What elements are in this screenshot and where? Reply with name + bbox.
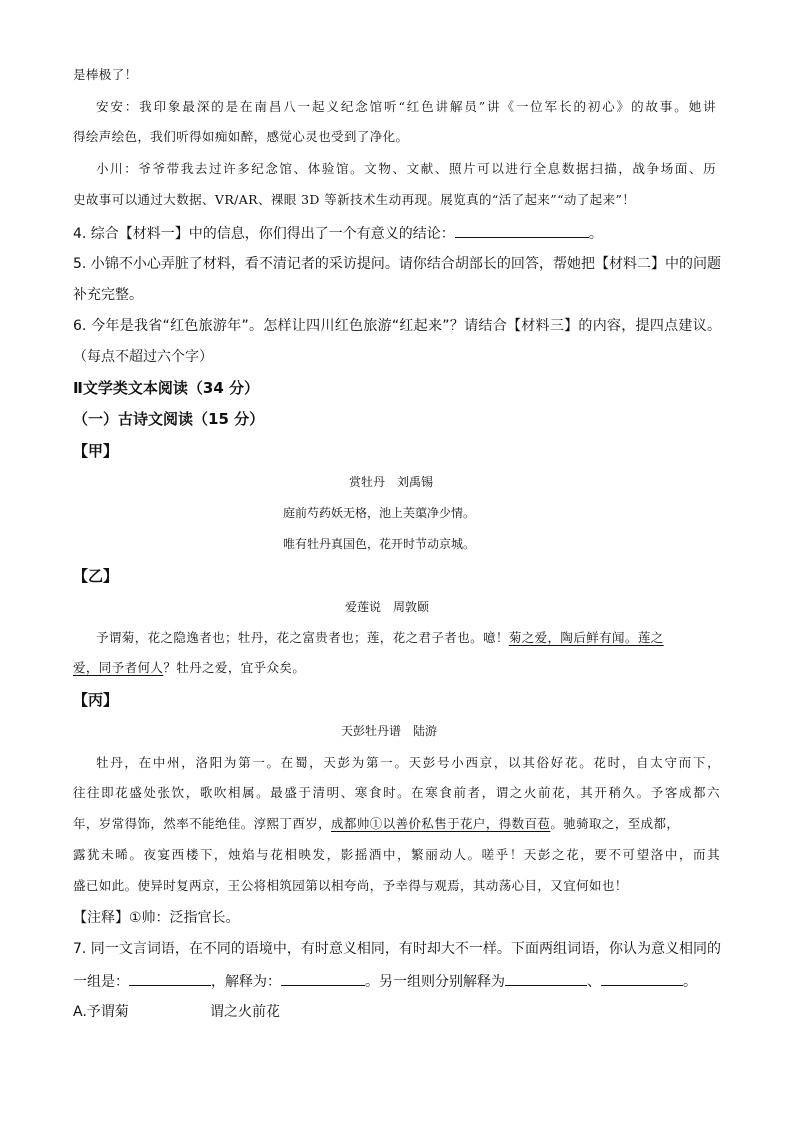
question-7-text: ，解释为： <box>211 974 281 990</box>
answer-blank[interactable] <box>505 973 587 986</box>
tianpeng-text: 年，岁常得饰，然率不能绝佳。淳熙丁酉岁， <box>73 816 332 831</box>
section-heading-ancient-poetry: （一）古诗文阅读（15 分） <box>73 410 265 428</box>
answer-blank[interactable] <box>601 973 683 986</box>
question-6-line-1: 6. 今年是我省“红色旅游年”。怎样让四川红色旅游“红起来”？请结合【材料三】的内容，提四点建议。 <box>73 318 721 334</box>
underlined-phrase: 爱，同予者何人 <box>73 660 164 675</box>
ailian-line-1 <box>96 632 664 645</box>
tianpeng-line-4: 露犹未晞。夜宴西楼下，烛焰与花相映发，影摇酒中，繁丽动人。嗟乎！天彭之花，要不可望洛中，而其 <box>73 847 720 862</box>
tianpeng-line-2: 往往即花盛处张饮，歌吹相属。最盛于清明、寒食时。在寒食前者，谓之火前花，其开稍久。予客成都六 <box>73 785 720 800</box>
underlined-phrase: 菊之爱，陶后鲜有闻。莲之 <box>508 630 664 645</box>
question-4 <box>73 225 603 241</box>
section-heading-literary: Ⅱ文学类文本阅读（34 分） <box>73 379 259 397</box>
question-7-text: 。另一组则分别解释为 <box>365 974 505 990</box>
tianpeng-text: 。驰骑取之，至成都， <box>550 816 680 831</box>
ailian-line-2 <box>73 662 305 675</box>
answer-blank[interactable] <box>281 973 365 986</box>
option-a-left: A.予谓菊 <box>73 1004 129 1020</box>
annotation-note: 【注释】①帅：泛指官长。 <box>73 910 240 926</box>
label-bing: 【丙】 <box>73 691 119 709</box>
question-7-line-2 <box>73 973 697 989</box>
tianpeng-line-5: 盛已如此。使异时复两京，王公将相筑园第以相夸尚，予幸得与观焉，其动荡心目，又宜何如也！ <box>73 878 628 893</box>
paragraph-anan-line-2: 得绘声绘色，我们听得如痴如醉，感觉心灵也受到了净化。 <box>73 129 409 144</box>
question-7-line-1: 7. 同一文言词语，在不同的语境中，有时意义相同，有时却大不一样。下面两组词语，你认为意义相同的 <box>73 941 721 957</box>
poem-line-1: 庭前芍药妖无格，池上芙蕖净少情。 <box>283 506 476 520</box>
paragraph-xiaochuan-line-1: 小川：爷爷带我去过许多纪念馆、体验馆。文物、文献、照片可以进行全息数据扫描，战争场面、历 <box>96 161 716 176</box>
question-7-text: 。 <box>683 974 697 990</box>
question-4-text: 4. 综合【材料一】中的信息，你们得出了一个有意义的结论： <box>73 226 455 242</box>
question-7-text: 一组是： <box>73 974 129 990</box>
poem-line-2: 唯有牡丹真国色，花开时节动京城。 <box>283 537 476 551</box>
question-7-text: 、 <box>587 974 601 990</box>
tianpeng-line-3 <box>73 818 679 831</box>
label-jia: 【甲】 <box>73 442 119 460</box>
paragraph-xiaochuan-line-2: 史故事可以通过大数据、VR/AR、裸眼 3D 等新技术生动再现。展览真的“活了起来”“动了起来”！ <box>73 192 636 207</box>
tianpeng-title: 天彭牡丹谱 陆游 <box>341 724 438 738</box>
ailian-title: 爱莲说 周敦颐 <box>345 600 430 614</box>
question-5-line-2: 补充完整。 <box>73 287 143 303</box>
underlined-phrase: 成都帅①以善价私售于花户，得数百苞 <box>331 816 551 831</box>
text-line: 是棒极了！ <box>73 67 138 82</box>
poem-title: 赏牡丹 刘禹锡 <box>349 475 434 489</box>
answer-blank[interactable] <box>455 225 589 238</box>
question-4-end: 。 <box>588 226 603 242</box>
label-yi: 【乙】 <box>73 567 119 585</box>
ailian-text: ？牡丹之爱，宜乎众矣。 <box>163 660 306 675</box>
question-5-line-1: 5. 小锦不小心弄脏了材料，看不清记者的采访提问。请你结合胡部长的回答，帮她把【材料二】中的问题 <box>73 256 721 272</box>
option-a-right: 谓之火前花 <box>210 1004 280 1020</box>
tianpeng-line-1: 牡丹，在中州，洛阳为第一。在蜀，天彭为第一。天彭号小西京，以其俗好花。花时，自太守而下， <box>96 755 720 770</box>
answer-blank[interactable] <box>129 973 211 986</box>
ailian-text: 予谓菊，花之隐逸者也；牡丹，花之富贵者也；莲，花之君子者也。噫！ <box>96 630 509 645</box>
question-6-line-2: （每点不超过六个字） <box>73 349 213 365</box>
paragraph-anan-line-1: 安安：我印象最深的是在南昌八一起义纪念馆听“红色讲解员”讲《一位军长的初心》的故事。她讲 <box>96 99 716 114</box>
